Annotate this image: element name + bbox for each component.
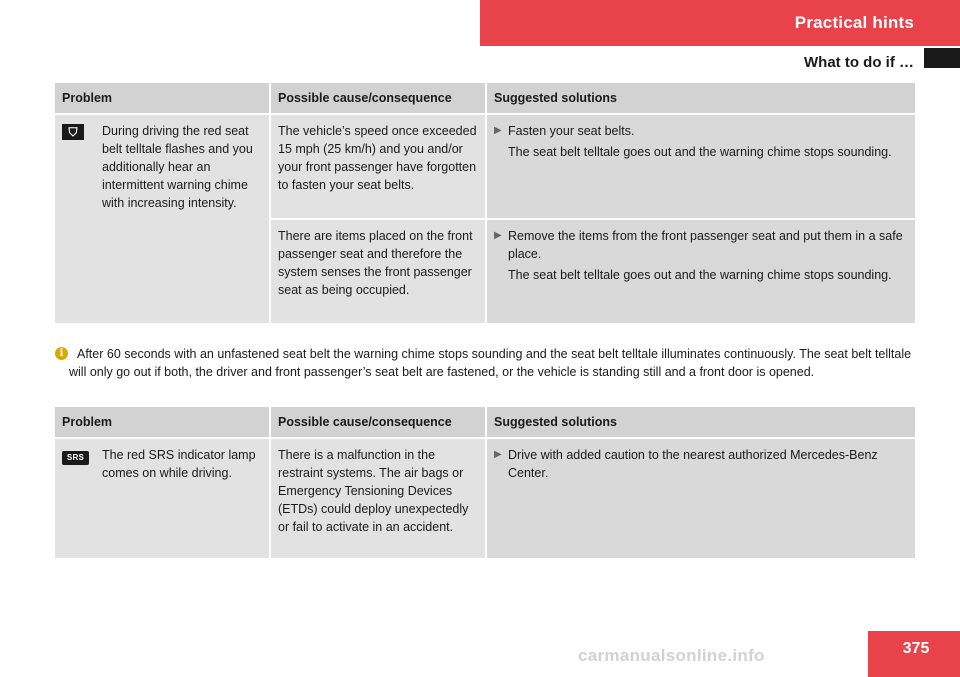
- srs-icon: SRS: [62, 451, 89, 465]
- info-icon: i: [55, 347, 68, 360]
- cause-cell: The vehicle’s speed once exceeded 15 mph (25 km/h) and you and/or your front passenger have forgotten to fasten your seat belts.: [270, 114, 486, 219]
- troubleshooting-table-srs: [55, 407, 915, 560]
- header-problem: Problem: [55, 83, 270, 114]
- info-note: [55, 345, 915, 381]
- arrow-right-icon: ▶: [494, 449, 502, 460]
- solution-step: Fasten your seat belts.: [508, 124, 635, 138]
- section-header: [480, 0, 960, 46]
- table-row: [55, 438, 915, 559]
- solution-note: The seat belt telltale goes out and the warning chime stops sounding.: [508, 268, 892, 282]
- problem-cell: [55, 438, 270, 559]
- solution-note: The seat belt telltale goes out and the warning chime stops sounding.: [508, 145, 892, 159]
- header-cause: Possible cause/consequence: [270, 407, 486, 438]
- thumb-tab: [924, 48, 960, 68]
- solution-step: Remove the items from the front passenger seat and put them in a safe place.: [508, 229, 903, 261]
- header-solutions: Suggested solutions: [486, 83, 915, 114]
- table-header-row: [55, 407, 915, 438]
- arrow-right-icon: ▶: [494, 230, 502, 241]
- table-header-row: [55, 83, 915, 114]
- arrow-right-icon: ▶: [494, 125, 502, 136]
- solution-step: Drive with added caution to the nearest authorized Mercedes-Benz Center.: [508, 448, 878, 480]
- table-row: [55, 114, 915, 219]
- section-title: Practical hints: [794, 13, 914, 32]
- page-number: 375: [868, 631, 960, 677]
- solution-cell: [486, 438, 915, 559]
- solution-cell: [486, 114, 915, 219]
- cause-cell: There is a malfunction in the restraint systems. The air bags or Emergency Tensioning Devices (ETDs) could deploy unexpectedly or fail to activate in an accident.: [270, 438, 486, 559]
- header-cause: Possible cause/consequence: [270, 83, 486, 114]
- header-problem: Problem: [55, 407, 270, 438]
- problem-text: During driving the red seat belt telltale flashes and you additionally hear an intermittent warning chime with increasing intensity.: [102, 124, 253, 210]
- watermark: carmanualsonline.info: [578, 646, 765, 665]
- seat-belt-icon: ⛉: [62, 124, 84, 140]
- cause-cell: There are items placed on the front passenger seat and therefore the system senses the front passenger seat as being occupied.: [270, 219, 486, 324]
- problem-text: The red SRS indicator lamp comes on while driving.: [102, 448, 256, 480]
- info-text: After 60 seconds with an unfastened seat belt the warning chime stops sounding and the seat belt telltale illuminates continuously. The seat belt telltale will only go out if both, the driver and front passenger’s seat belt are fastened, or the vehicle is standing still and a front door is opened.: [69, 347, 912, 379]
- subsection-title: What to do if …: [804, 54, 914, 71]
- solution-cell: [486, 219, 915, 324]
- header-solutions: Suggested solutions: [486, 407, 915, 438]
- troubleshooting-table-seat-belt: [55, 83, 915, 325]
- problem-cell: [55, 114, 270, 324]
